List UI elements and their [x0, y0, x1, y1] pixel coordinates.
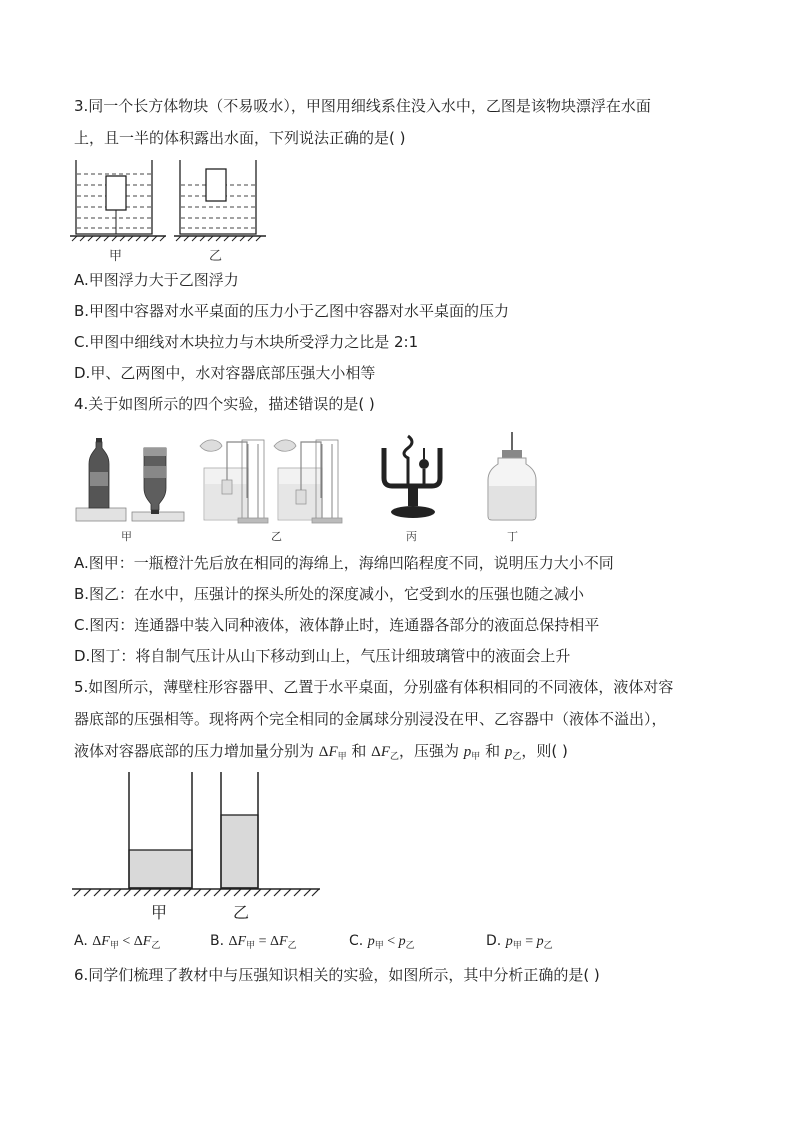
q4-caption-yi: 乙 — [271, 530, 282, 543]
q5-figure — [72, 772, 322, 898]
q3-figure — [70, 152, 270, 244]
q5-option-a: A. $\Delta F_甲 < \Delta F_乙$ — [74, 933, 161, 951]
q3-block-jia — [106, 176, 126, 210]
q4-caption-jia: 甲 — [121, 530, 132, 543]
q4-option-c: C.图丙：连通器中装入同种液体，液体静止时，连通器各部分的液面总保持相平 — [74, 616, 600, 634]
q4-fig-jia — [76, 438, 184, 521]
q5-stem-line1: 5.如图所示，薄壁柱形容器甲、乙置于水平桌面，分别盛有体积相同的不同液体，液体对容 — [74, 678, 674, 696]
q5-option-b: B. $\Delta F_甲 = \Delta F_乙$ — [210, 933, 297, 951]
q5-option-c: C. $p_甲 < p_乙$ — [349, 933, 415, 951]
q3-stem-line2: 上，且一半的体积露出水面，下列说法正确的是( ) — [74, 129, 406, 147]
q5-ground — [72, 889, 320, 896]
q5-stem-line2: 器底部的压强相等。现将两个完全相同的金属球分别浸没在甲、乙容器中（液体不溢出）， — [74, 710, 667, 728]
q3-caption-yi: 乙 — [209, 249, 223, 264]
q4-stem: 4.关于如图所示的四个实验，描述错误的是( ) — [74, 395, 375, 413]
q4-caption-ding: 丁 — [507, 530, 518, 543]
q4-fig-bing — [384, 436, 440, 518]
q5-caption-jia: 甲 — [151, 903, 168, 922]
q3-caption-jia: 甲 — [109, 249, 123, 264]
q4-figure — [72, 428, 542, 528]
q4-option-d: D.图丁：将自制气压计从山下移动到山上，气压计细玻璃管中的液面会上升 — [74, 647, 571, 665]
q5-caption-yi: 乙 — [233, 903, 250, 922]
q4-option-b: B.图乙：在水中，压强计的探头所处的深度减小，它受到水的压强也随之减小 — [74, 585, 585, 603]
q5-liquid-jia — [129, 850, 192, 888]
q3-option-a: A.甲图浮力大于乙图浮力 — [74, 271, 239, 289]
q6-stem: 6.同学们梳理了教材中与压强知识相关的实验，如图所示，其中分析正确的是( ) — [74, 966, 600, 984]
q3-stem-line1: 3.同一个长方体物块（不易吸水），甲图用细线系住没入水中，乙图是该物块漂浮在水面 — [74, 97, 651, 115]
q4-fig-ding — [488, 432, 536, 520]
q4-fig-yi — [200, 440, 342, 523]
q3-option-c: C.甲图中细线对木块拉力与木块所受浮力之比是 2:1 — [74, 333, 419, 351]
q4-caption-bing: 丙 — [406, 530, 417, 543]
q3-ground — [70, 236, 266, 241]
q3-option-b: B.甲图中容器对水平桌面的压力小于乙图中容器对水平桌面的压力 — [74, 302, 510, 320]
q5-stem-line3: 液体对容器底部的压力增加量分别为 $\Delta F_甲$ 和 $\Delta F_乙$，压强为 $p_甲$ 和 $p_乙$，则( ) — [74, 742, 568, 762]
q5-liquid-yi — [221, 815, 258, 888]
q3-option-d: D.甲、乙两图中，水对容器底部压强大小相等 — [74, 364, 376, 382]
q4-option-a: A.图甲：一瓶橙汁先后放在相同的海绵上，海绵凹陷程度不同，说明压力大小不同 — [74, 554, 614, 572]
q5-option-d: D. $p_甲 = p_乙$ — [486, 933, 553, 951]
q3-block-yi — [206, 169, 226, 201]
